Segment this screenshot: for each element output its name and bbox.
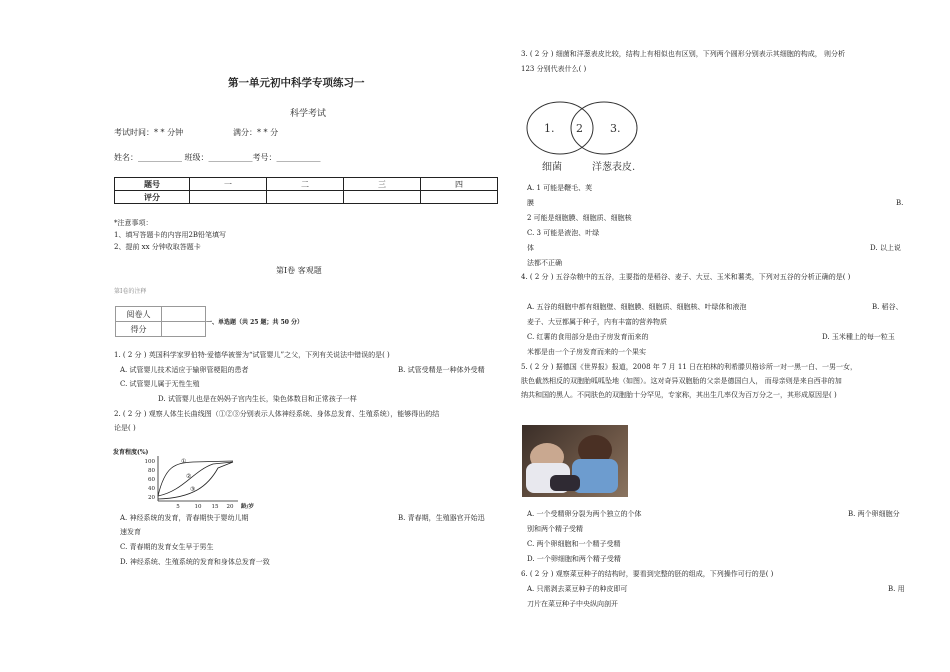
table-cell[interactable] — [421, 191, 498, 204]
option-d[interactable]: D. 一个卵细胞和两个精子受精 — [527, 555, 621, 563]
grader-table — [115, 306, 206, 337]
note-item: 2、提前 xx 分钟收取答题卡 — [114, 243, 201, 251]
onion-label: 洋葱表皮. — [592, 162, 636, 173]
option-c[interactable]: C. 红薯的食用部分是由子房发育而来的 — [527, 333, 649, 341]
x-tick: 15 — [211, 504, 219, 510]
table-cell: 评分 — [115, 191, 190, 204]
table-row — [116, 322, 206, 337]
curve-label: ③ — [190, 486, 196, 493]
question-stem: 123 分别代表什么( ) — [521, 65, 587, 73]
option-b[interactable]: B. 稻谷、 — [872, 303, 903, 311]
question-stem: 肤色截然相反的双胞胎呱呱坠地（如图）。这对奇异双胞胎的父亲是德国白人， 而母亲则是来自西非的加 — [521, 377, 842, 385]
question-stem: 3. ( 2 分 ) 细菌和洋葱表皮比较，结构上有相似也有区别，下列两个圆形分别表示其细胞的构成， 则分析 — [521, 50, 845, 58]
table-cell[interactable] — [190, 191, 267, 204]
option-b[interactable]: B. 试管受精是一种体外受精 — [398, 366, 485, 374]
option-d[interactable]: D. 以上说 — [870, 244, 901, 252]
table-row — [115, 178, 498, 191]
exam-time: 考试时间：* * 分钟 — [114, 128, 184, 137]
table-cell: 得分 — [116, 322, 162, 337]
curve-label: ② — [186, 473, 192, 480]
option-d[interactable]: D. 玉米種上的每一粒玉 — [822, 333, 895, 341]
table-cell: 一 — [190, 178, 267, 191]
question-stem: 4. ( 2 分 ) 五谷杂粮中的五谷，主要指的是稻谷、麦子、大豆、玉米和薯类，下列对五谷的分析正确的是( ) — [521, 273, 851, 281]
x-tick: 10 — [194, 504, 202, 510]
option-d-cont: 法都不正确 — [527, 259, 562, 267]
option-a[interactable]: A. 五谷的细胞中都有细胞壁、细胞膜、细胞质、细胞核、叶绿体和液泡 — [527, 303, 747, 311]
curve-reproductive — [158, 462, 233, 499]
venn-diagram — [522, 100, 652, 175]
region-3-label: 3. — [610, 122, 621, 135]
option-b[interactable]: B. 两个卵细胞分 — [848, 510, 900, 518]
curve-label: ① — [181, 458, 187, 465]
option-a[interactable]: A. 只需剥去菜豆种子的种皮即可 — [527, 585, 628, 593]
option-a[interactable]: A. 试管婴儿技术适应于输卵管梗阻的患者 — [120, 366, 249, 374]
section-note: 第Ⅰ卷的注释 — [114, 288, 147, 295]
region-1-label: 1. — [544, 122, 555, 135]
option-a[interactable]: A. 神经系统的发育，青春期快于婴幼儿期 — [120, 514, 249, 522]
part-title: 一、单选题（共 25 题；共 50 分） — [206, 319, 304, 326]
table-cell[interactable] — [344, 191, 421, 204]
table-cell[interactable] — [267, 191, 344, 204]
y-tick: 40 — [148, 486, 155, 492]
option-b-cont: 速发育 — [120, 528, 141, 536]
notes-heading: *注意事项： — [114, 219, 153, 227]
option-a[interactable]: A. 1 可能是鞭毛、荚 — [527, 184, 593, 192]
option-b[interactable]: B. 青春期，生殖器官开始迅 — [398, 514, 485, 522]
table-row — [115, 191, 498, 204]
parent-arm — [550, 475, 580, 491]
option-b[interactable]: B. — [896, 199, 904, 207]
y-tick: 80 — [148, 468, 155, 474]
option-d-cont: 米都是由一个子房发育而来的一个果实 — [527, 348, 646, 356]
bacteria-label: 细菌 — [542, 162, 562, 173]
bacteria-circle — [527, 102, 593, 154]
table-cell[interactable] — [162, 322, 206, 337]
table-cell: 二 — [267, 178, 344, 191]
question-stem: 纳共和国的黑人。不同肤色的双胞胎十分罕见，专家称，其出生几率仅为百万分之一，其形成原因是( ) — [521, 391, 837, 399]
option-c-cont: 体 — [527, 244, 534, 252]
page-subtitle: 科学考试 — [290, 109, 327, 119]
growth-curve-chart — [113, 446, 263, 510]
option-b-cont: 刀片在菜豆种子中央纵向剖开 — [527, 600, 618, 608]
option-a-cont: 膜 — [527, 199, 534, 207]
y-tick: 20 — [148, 495, 155, 501]
table-cell: 三 — [344, 178, 421, 191]
twins-photo — [522, 425, 628, 497]
x-tick: 20 — [226, 504, 234, 510]
chart-ylabel: 发育程度(%) — [113, 449, 149, 456]
full-score: 满分：* * 分 — [233, 128, 279, 137]
student-info-line: 姓名：___________ 班级：___________考号：___________ — [114, 153, 321, 162]
option-c[interactable]: C. 试管婴儿属于无性生殖 — [120, 380, 200, 388]
option-c[interactable]: C. 3 可能是液泡、叶绿 — [527, 229, 600, 237]
table-cell[interactable] — [162, 307, 206, 322]
option-b-cont: 麦子、大豆都属于种子，内有丰富的营养物质 — [527, 318, 667, 326]
chart-xlabel: 龄/岁 — [241, 504, 255, 510]
y-tick: 100 — [144, 459, 155, 465]
note-item: 1、填写答题卡的内容用2B铅笔填写 — [114, 231, 227, 239]
region-2-label: 2 — [576, 122, 583, 135]
option-b-cont: 别和两个精子受精 — [527, 525, 583, 533]
option-c[interactable]: C. 青春期的发育女生早于男生 — [120, 543, 214, 551]
option-d[interactable]: D. 试管婴儿也是在妈妈子宫内生长，染色体数目和正常孩子一样 — [158, 395, 357, 403]
section-title: 第Ⅰ卷 客观题 — [276, 266, 322, 275]
table-cell: 题号 — [115, 178, 190, 191]
table-cell: 四 — [421, 178, 498, 191]
option-c[interactable]: C. 两个卵细胞和一个精子受精 — [527, 540, 621, 548]
question-stem: 论是( ) — [114, 424, 136, 432]
question-stem: 1. ( 2 分 ) 英国科学家罗伯特·爱德华被誉为“试管婴儿”之父，下列有关说法中错误的是( ) — [114, 351, 390, 359]
score-table — [114, 177, 498, 204]
x-tick: 5 — [176, 504, 180, 510]
question-stem: 2. ( 2 分 ) 观察人体生长曲线图（①②③分别表示人体神经系统、身体总发育、生殖系统），能够得出的结 — [114, 410, 440, 418]
option-b-cont: 2 可能是细胞膜、细胞质、细胞核 — [527, 214, 632, 222]
table-row — [116, 307, 206, 322]
question-stem: 5. ( 2 分 ) 据德国《世界报》报道，2008 年 7 月 11 日在柏林的利希滕贝格诊所一对一黑一白、一男一女， — [521, 363, 858, 371]
option-d[interactable]: D. 神经系统、生殖系统的发育和身体总发育一致 — [120, 558, 270, 566]
y-tick: 60 — [148, 477, 155, 483]
table-cell: 阅卷人 — [116, 307, 162, 322]
option-a[interactable]: A. 一个受精卵分裂为两个独立的个体 — [527, 510, 642, 518]
page-title: 第一单元初中科学专项练习一 — [228, 77, 365, 89]
question-stem: 6. ( 2 分 ) 观察菜豆种子的结构时，要看到完整的胚的组成，下列操作可行的是( ) — [521, 570, 774, 578]
option-b[interactable]: B. 用 — [888, 585, 905, 593]
